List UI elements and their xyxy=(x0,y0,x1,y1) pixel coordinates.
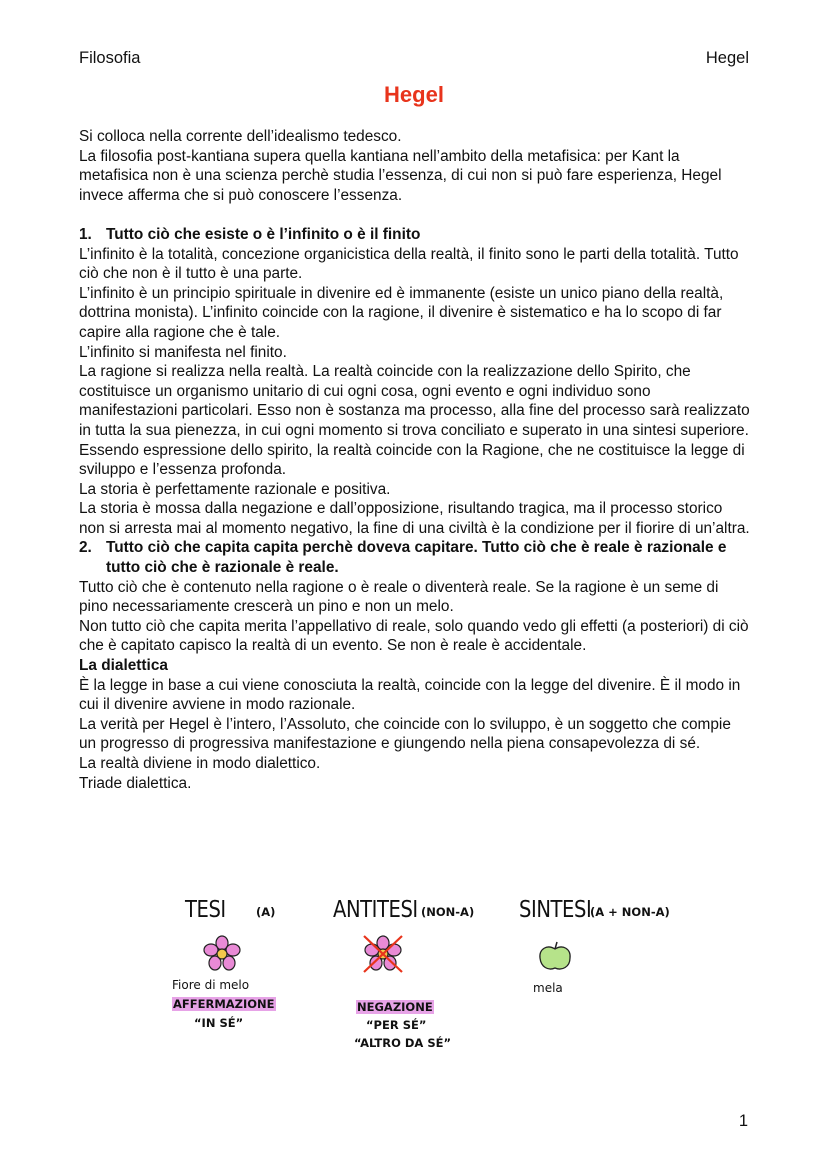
dialettica-paragraph: La realtà diviene in modo dialettico. xyxy=(79,755,321,772)
section-1-heading xyxy=(79,225,751,245)
page-number: 1 xyxy=(738,1112,748,1130)
section-1-paragraph: La storia è mossa dalla negazione e dall’opposizione, risultando tragica, ma il processo storico non si arresta mai al momento negativo, la fine di una civiltà è la condizione per il fiorire di un’altra. xyxy=(79,500,750,537)
antitesi-sub-1: “PER SÉ” xyxy=(366,1018,427,1032)
apple-icon xyxy=(537,940,573,974)
antitesi-highlight: NEGAZIONE xyxy=(357,1000,433,1014)
dialettica-paragraph: Triade dialettica. xyxy=(79,774,192,792)
antitesi-sub-2: “ALTRO DA SÉ” xyxy=(354,1036,452,1050)
section-1-paragraph: L’infinito è un principio spirituale in divenire ed è immanente (esiste un unico piano della realtà, dottrina monista). L’infinito coincide con la ragione, il divenire è sistematico e ha lo scopo di far capire alla ragione che è tale. xyxy=(79,284,724,341)
document-body xyxy=(79,127,751,793)
tesi-sub: “IN SÉ” xyxy=(194,1016,244,1030)
section-2-heading xyxy=(79,538,751,577)
section-2-paragraph: Tutto ciò che è contenuto nella ragione o è reale o diventerà reale. Se la ragione è un seme di pino necessariamente crescerà un pino e non un melo. xyxy=(79,578,719,616)
section-1-paragraph: La storia è perfettamente razionale e positiva. xyxy=(79,480,391,498)
dialettica-paragraph: La verità per Hegel è l’intero, l’Assoluto, che coincide con lo sviluppo, è un soggetto che compie un progresso di progressiva manifestazione e giungendo nella piena consapevolezza di sé. xyxy=(79,715,731,753)
section-1-title: Tutto ciò che esiste o è l’infinito o è il finito xyxy=(106,225,421,243)
section-1-number: 1. xyxy=(79,225,92,243)
sintesi-note: mela xyxy=(533,981,563,995)
section-1-paragraph: La ragione si realizza nella realtà. La realtà coincide con la realizzazione dello Spirito, che costituisce un organismo unitario di cui ogni cosa, ogni evento e ogni individuo sono manifestazioni particolari. Esso non è sostanza ma processo, alla fine del processo sarà realizzato in tutta la sua pienezza, in cui ogni momento si trova conciliato e superato in una sintesi superiore. xyxy=(79,363,750,439)
antitesi-tag: (NON-A) xyxy=(421,905,475,919)
section-1-paragraph: L’infinito si manifesta nel finito. xyxy=(79,343,287,361)
sintesi-label: SINTESI xyxy=(519,897,592,923)
antitesi-label: ANTITESI xyxy=(333,897,418,923)
section-2-title: Tutto ciò che capita capita perchè doveva capitare. Tutto ciò che è reale è razionale e tutto ciò che è razionale è reale. xyxy=(106,539,727,577)
flower-icon xyxy=(202,935,242,973)
intro-line-1: Si colloca nella corrente dell’idealismo tedesco. xyxy=(79,128,402,145)
tesi-highlight: AFFERMAZIONE xyxy=(173,997,275,1011)
dialettica-paragraph: È la legge in base a cui viene conosciuta la realtà, coincide con la legge del divenire. È il modo in cui il divenire avviene in modo razionale. xyxy=(79,676,741,714)
crossed-flower-icon xyxy=(360,932,406,976)
section-1-paragraph: L’infinito è la totalità, concezione organicistica della realtà, il finito sono le parti della totalità. Tutto ciò che non è il tutto è una parte. xyxy=(79,245,739,283)
sintesi-tag: (A + NON-A) xyxy=(590,905,670,919)
intro-paragraph-2: La filosofia post-kantiana supera quella kantiana nell’ambito della metafisica: per Kant la metafisica non è una scienza perchè studia l’essenza, di cui non si può fare esperienza, Hegel invece afferma che si può conoscere l’essenza. xyxy=(79,147,722,204)
tesi-label: TESI xyxy=(185,897,226,923)
header-subject: Filosofia xyxy=(79,49,141,67)
section-2-paragraph: Non tutto ciò che capita merita l’appellativo di reale, solo quando vedo gli effetti (a posteriori) di ciò che è capitato capisco la realtà di un evento. Se non è reale è accidentale. xyxy=(79,617,749,655)
tesi-tag: (A) xyxy=(256,905,276,919)
section-1-paragraph: Essendo espressione dello spirito, la realtà coincide con la Ragione, che ne costituisce la legge di sviluppo e l’essenza profonda. xyxy=(79,441,745,479)
section-2-number: 2. xyxy=(79,539,92,557)
tesi-note: Fiore di melo xyxy=(172,978,250,992)
dialettica-heading: La dialettica xyxy=(79,657,168,675)
page-title: Hegel xyxy=(384,82,444,107)
header-topic: Hegel xyxy=(705,49,749,67)
